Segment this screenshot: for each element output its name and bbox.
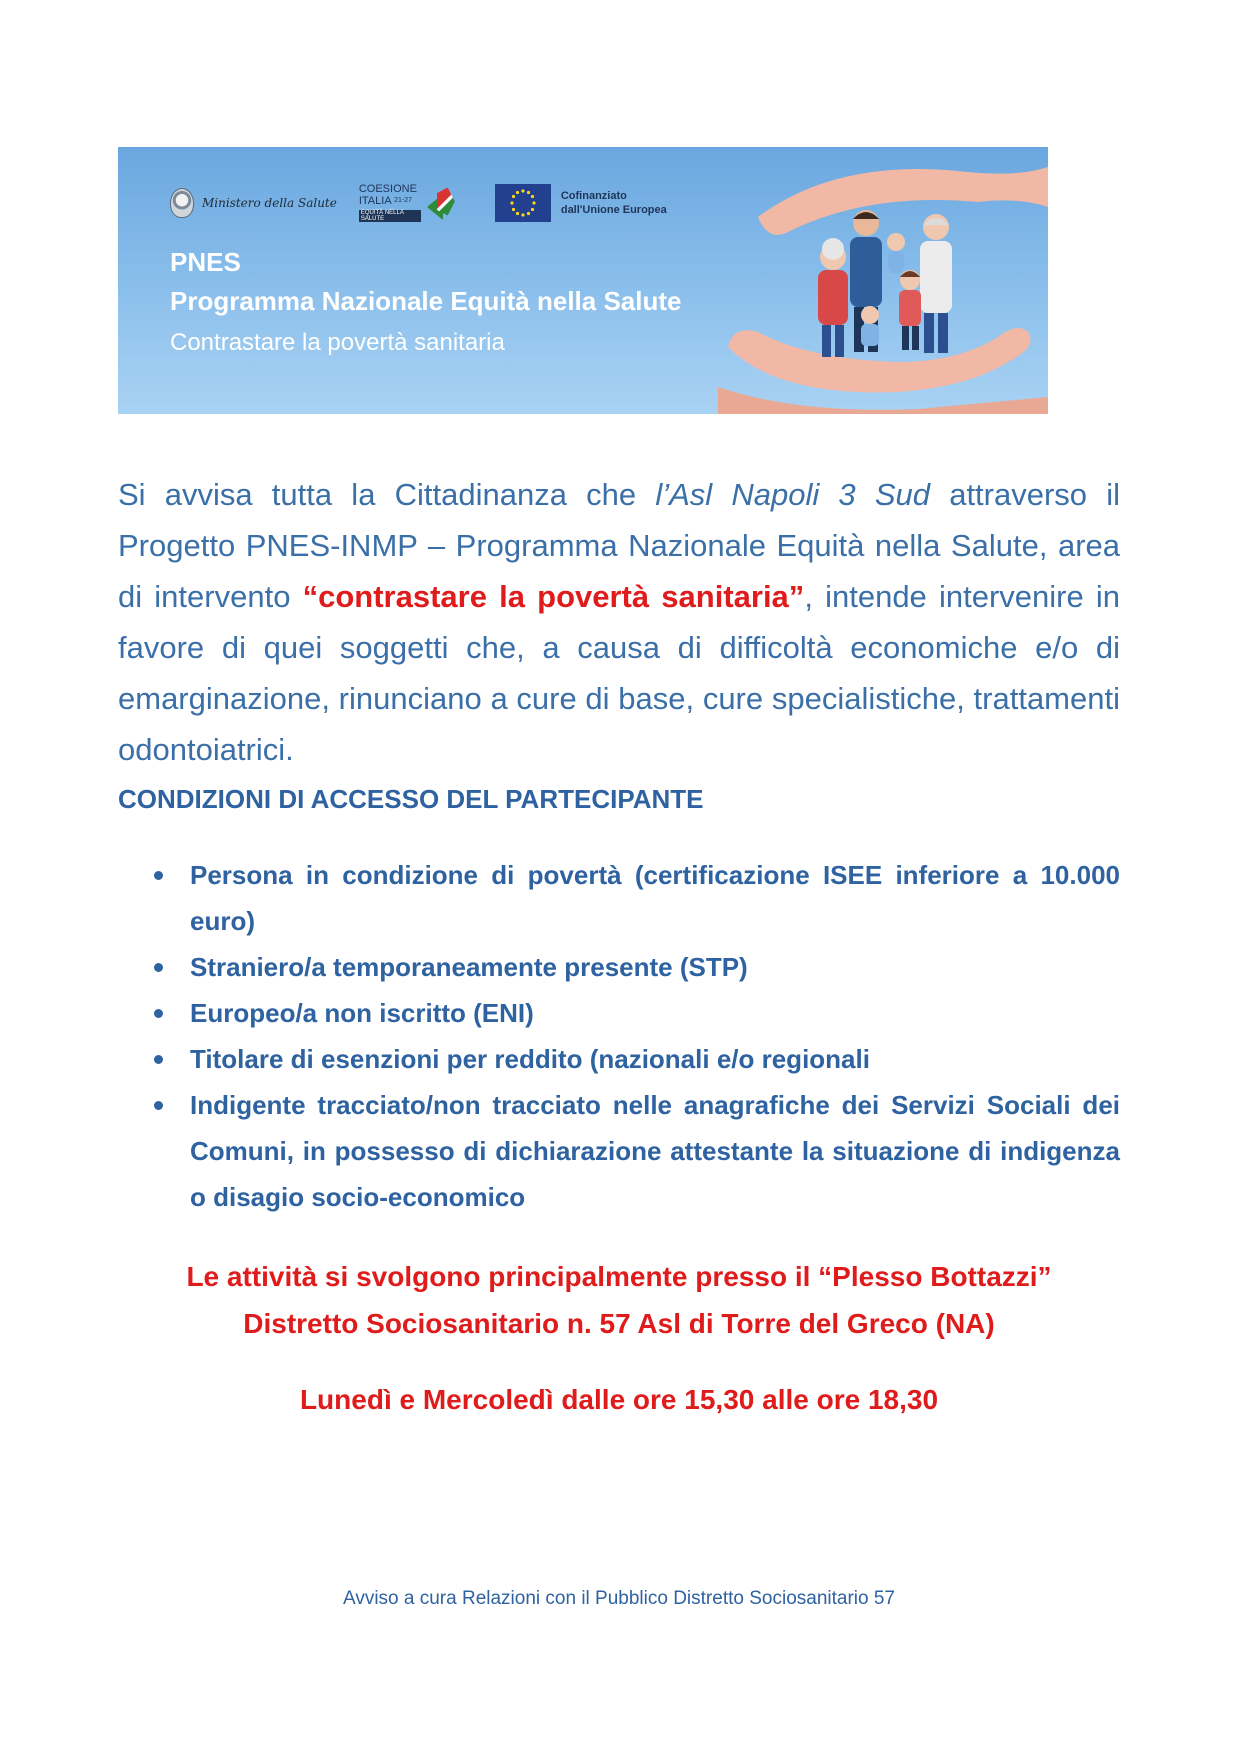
bullet-icon	[154, 871, 163, 880]
condition-text: Europeo/a non iscritto (ENI)	[190, 998, 534, 1028]
italian-emblem-icon	[170, 188, 194, 218]
header-banner	[118, 147, 1048, 414]
coesione-logo	[359, 183, 459, 222]
banner-titles	[170, 247, 681, 357]
intro-text-3: , intende intervenire in favore di quei soggetti che, a causa di difficoltà economiche e/o di emarginazione, rinunciano a cure di base, cure specialistiche, trattamenti odontoiatrici.	[118, 579, 1120, 767]
venue-info	[118, 1253, 1120, 1347]
eu-flag-icon	[495, 184, 551, 222]
bullet-icon	[154, 1055, 163, 1064]
banner-subtitle: Contrastare la povertà sanitaria	[170, 329, 505, 356]
condition-text: Persona in condizione di povertà (certificazione ISEE inferiore a 10.000 euro)	[190, 860, 1120, 936]
conditions-heading: CONDIZIONI DI ACCESSO DEL PARTECIPANTE	[118, 784, 704, 814]
family-hands-illustration	[718, 147, 1048, 414]
list-item	[190, 852, 1120, 944]
intro-text-1: Si avvisa tutta la Cittadinanza che	[118, 477, 656, 512]
condition-text: Indigente tracciato/non tracciato nelle anagrafiche dei Servizi Sociali dei Comuni, in possesso di dichiarazione attestante la situazione di indigenza o disagio socio-economico	[190, 1090, 1120, 1212]
list-item	[190, 990, 1120, 1036]
condition-text: Straniero/a temporaneamente presente (STP)	[190, 952, 748, 982]
coesione-badge: EQUITÀ NELLA SALUTE	[359, 210, 421, 222]
conditions-list	[190, 852, 1120, 1220]
eu-line-2: dall'Unione Europea	[560, 203, 667, 216]
coesione-line-1: COESIONE	[358, 183, 417, 195]
banner-title-pnes: PNES	[170, 247, 241, 277]
banner-title-programma: Programma Nazionale Equità nella Salute	[170, 286, 682, 316]
footer-note: Avviso a cura Relazioni con il Pubblico Distretto Sociosanitario 57	[343, 1588, 895, 1609]
list-item	[190, 1036, 1120, 1082]
venue-line-2: Distretto Sociosanitario n. 57 Asl di Torre del Greco (NA)	[243, 1308, 995, 1339]
bullet-icon	[154, 1009, 163, 1018]
intro-paragraph	[118, 469, 1120, 775]
eu-logo	[495, 184, 667, 222]
condition-text: Titolare di esenzioni per reddito (nazionali e/o regionali	[190, 1044, 870, 1074]
ministero-label: Ministero della Salute	[202, 195, 337, 210]
asl-name: l’Asl Napoli 3 Sud	[655, 477, 931, 512]
schedule: Lunedì e Mercoledì dalle ore 15,30 alle ore 18,30	[299, 1384, 939, 1415]
bullet-icon	[154, 1101, 163, 1110]
venue-line-1: Le attività si svolgono principalmente presso il “Plesso Bottazzi”	[186, 1261, 1052, 1292]
list-item	[190, 1082, 1120, 1220]
list-item	[190, 944, 1120, 990]
ministero-logo	[170, 188, 337, 218]
banner-logos	[170, 183, 667, 222]
bullet-icon	[154, 963, 163, 972]
intro-highlight: “contrastare la povertà sanitaria”	[302, 579, 805, 614]
coesione-arrows-icon	[425, 184, 459, 222]
intro-text-2: attraverso il Progetto PNES-INMP – Programma Nazionale Equità nella Salute, area di intervento	[118, 477, 1120, 614]
coesione-years: 21-27	[394, 197, 413, 204]
coesione-line-2: ITALIA	[358, 195, 392, 207]
eu-line-1: Cofinanziato	[560, 189, 627, 202]
